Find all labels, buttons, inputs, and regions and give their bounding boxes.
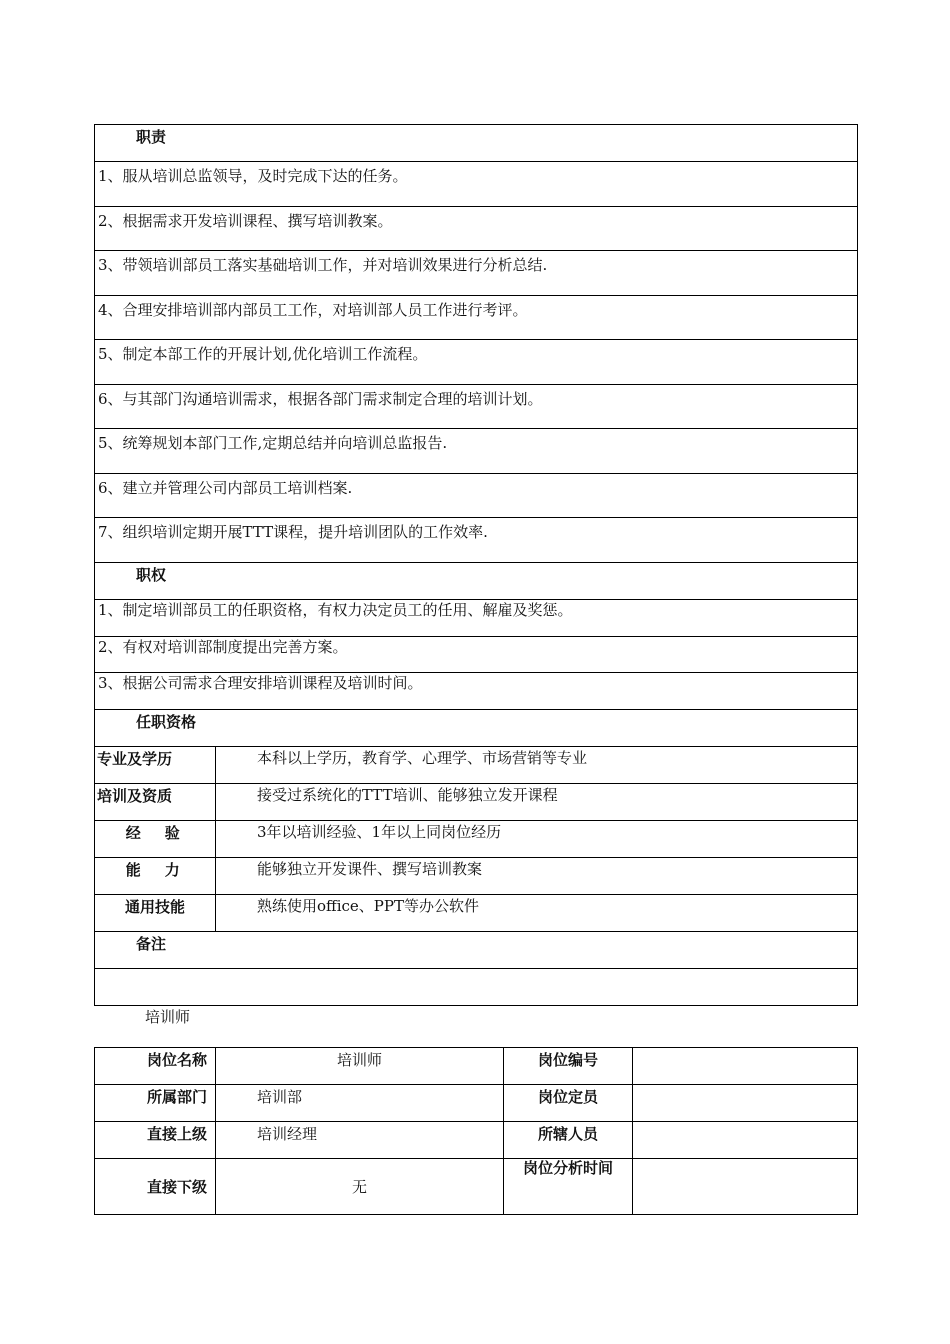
qualifications-heading: 任职资格 [95, 710, 858, 747]
table-row [95, 1048, 858, 1085]
post-name-label: 岗位名称 [95, 1048, 216, 1085]
responsibility-item: 2、根据需求开发培训课程、撰写培训教案。 [95, 207, 858, 251]
qualification-value: 接受过系统化的TTT培训、能够独立发开课程 [216, 784, 858, 821]
direct-reports-label: 直接下级 [95, 1159, 216, 1215]
table-row [95, 429, 858, 474]
table-row [95, 1122, 858, 1159]
qualification-value: 3年以培训经验、1年以上同岗位经历 [216, 821, 858, 858]
post-info-table [94, 1047, 858, 1215]
post-code-label: 岗位编号 [504, 1048, 633, 1085]
post-code-value [633, 1048, 858, 1085]
qualification-label: 能 力 [95, 858, 216, 895]
table-row [95, 969, 858, 1006]
section-header-row [95, 125, 858, 162]
table-row [95, 385, 858, 429]
authority-item: 3、根据公司需求合理安排培训课程及培训时间。 [95, 673, 858, 710]
responsibility-item: 1、服从培训总监领导，及时完成下达的任务。 [95, 162, 858, 207]
section-header-row [95, 710, 858, 747]
table-row [95, 296, 858, 340]
analysis-time-label: 岗位分析时间 [504, 1159, 633, 1215]
table-row [95, 600, 858, 637]
subordinates-value [633, 1122, 858, 1159]
post-caption: 培训师 [145, 1008, 191, 1026]
authority-item: 2、有权对培训部制度提出完善方案。 [95, 637, 858, 673]
headcount-label: 岗位定员 [504, 1085, 633, 1122]
table-row [95, 474, 858, 518]
qualification-value: 熟练使用office、PPT等办公软件 [216, 895, 858, 932]
responsibility-item: 3、带领培训部员工落实基础培训工作，并对培训效果进行分析总结. [95, 251, 858, 296]
subordinates-label: 所辖人员 [504, 1122, 633, 1159]
table-row [95, 251, 858, 296]
table-row [95, 858, 858, 895]
responsibility-item: 7、组织培训定期开展TTT课程，提升培训团队的工作效率. [95, 518, 858, 563]
qualification-value: 本科以上学历，教育学、心理学、市场营销等专业 [216, 747, 858, 784]
table-row [95, 821, 858, 858]
responsibility-item: 5、统筹规划本部门工作,定期总结并向培训总监报告. [95, 429, 858, 474]
responsibility-item: 6、建立并管理公司内部员工培训档案. [95, 474, 858, 518]
responsibility-item: 5、制定本部工作的开展计划,优化培训工作流程。 [95, 340, 858, 385]
qualification-label: 专业及学历 [95, 747, 216, 784]
job-description-table [94, 124, 858, 1006]
analysis-time-value [633, 1159, 858, 1215]
responsibilities-heading: 职责 [95, 125, 858, 162]
department-value: 培训部 [216, 1085, 504, 1122]
table-row [95, 637, 858, 673]
headcount-value [633, 1085, 858, 1122]
table-row [95, 340, 858, 385]
remarks-content [95, 969, 858, 1006]
table-row [95, 673, 858, 710]
table-row [95, 784, 858, 821]
qualification-label: 经 验 [95, 821, 216, 858]
direct-reports-value: 无 [216, 1159, 504, 1215]
table-row [95, 747, 858, 784]
remarks-heading: 备注 [95, 932, 858, 969]
responsibility-item: 6、与其部门沟通培训需求，根据各部门需求制定合理的培训计划。 [95, 385, 858, 429]
table-row [95, 207, 858, 251]
table-row [95, 518, 858, 563]
section-header-row [95, 932, 858, 969]
table-row [95, 162, 858, 207]
supervisor-value: 培训经理 [216, 1122, 504, 1159]
department-label: 所属部门 [95, 1085, 216, 1122]
qualification-label: 通用技能 [95, 895, 216, 932]
authority-heading: 职权 [95, 563, 858, 600]
table-row [95, 895, 858, 932]
table-row [95, 1085, 858, 1122]
qualification-value: 能够独立开发课件、撰写培训教案 [216, 858, 858, 895]
responsibility-item: 4、合理安排培训部内部员工工作，对培训部人员工作进行考评。 [95, 296, 858, 340]
post-name-value: 培训师 [216, 1048, 504, 1085]
qualification-label: 培训及资质 [95, 784, 216, 821]
table-row [95, 1159, 858, 1215]
supervisor-label: 直接上级 [95, 1122, 216, 1159]
section-header-row [95, 563, 858, 600]
authority-item: 1、制定培训部员工的任职资格，有权力决定员工的任用、解雇及奖惩。 [95, 600, 858, 637]
